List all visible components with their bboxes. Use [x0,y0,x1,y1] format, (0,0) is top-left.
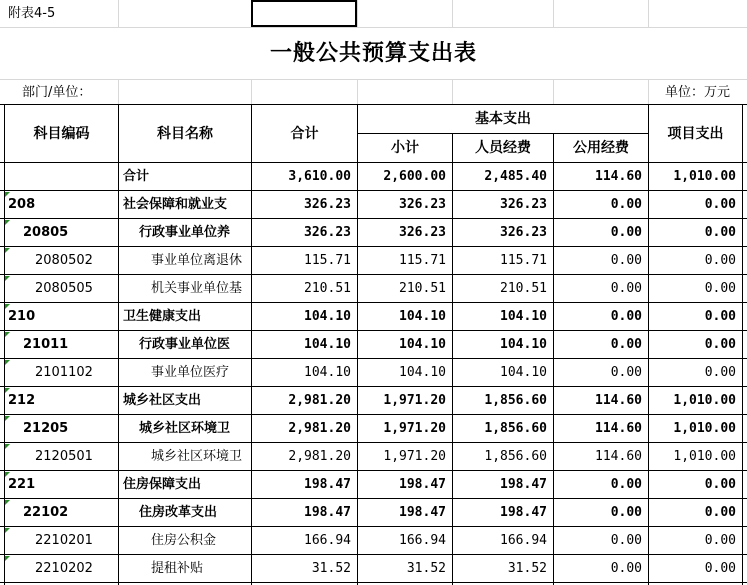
cell-public[interactable]: 0.00 [610,561,642,576]
cell-indicator-icon [5,472,10,477]
cell-personnel[interactable]: 198.47 [500,477,547,492]
cell-code[interactable]: 20805 [23,225,69,240]
header-code: 科目编码 [33,125,90,142]
header-name: 科目名称 [157,125,213,142]
sheet-title: 一般公共预算支出表 [269,40,477,66]
cell-code[interactable]: 22102 [23,505,69,520]
cell-total[interactable]: 210.51 [304,281,351,296]
cell-indicator-icon [5,248,10,253]
cell-name[interactable]: 卫生健康支出 [123,309,202,324]
cell-code[interactable]: 210 [8,309,36,324]
cell-personnel[interactable]: 1,856.60 [484,393,547,408]
cell-personnel[interactable]: 104.10 [500,337,547,352]
cell-personnel[interactable]: 1,856.60 [484,421,547,436]
cell-subtotal[interactable]: 1,971.20 [383,393,446,408]
cell-public[interactable]: 0.00 [610,309,642,324]
cell-public[interactable]: 0.00 [610,505,642,520]
cell-subtotal[interactable]: 115.71 [399,253,446,268]
cell-indicator-icon [5,444,10,449]
cell-code[interactable]: 2080505 [35,281,93,296]
cell-subtotal[interactable]: 166.94 [399,533,446,548]
cell-public[interactable]: 114.60 [595,393,642,408]
cell-indicator-icon [5,500,10,505]
cell-project[interactable]: 0.00 [704,225,736,240]
header-public: 公用经费 [573,140,629,156]
cell-total[interactable]: 115.71 [304,253,351,268]
cell-indicator-icon [5,192,10,197]
cell-name[interactable]: 机关事业单位基 [151,281,243,296]
cell-total[interactable]: 31.52 [311,561,351,576]
cell-project[interactable]: 0.00 [704,197,736,212]
cell-name[interactable]: 行政事业单位养 [139,225,231,240]
cell-name[interactable]: 城乡社区支出 [123,393,202,408]
dept-label: 部门/单位： [22,84,92,100]
cell-personnel[interactable]: 166.94 [500,533,547,548]
cell-total[interactable]: 104.10 [304,337,351,352]
unit-label: 单位：万元 [664,84,730,100]
cell-public[interactable]: 0.00 [610,225,642,240]
header-project: 项目支出 [667,125,724,142]
cell-subtotal[interactable]: 1,971.20 [383,449,446,464]
cell-subtotal[interactable]: 198.47 [399,477,446,492]
cell-project[interactable]: 0.00 [704,337,736,352]
cell-personnel[interactable]: 326.23 [500,197,547,212]
cell-code[interactable]: 2080502 [35,253,93,268]
cell-code[interactable]: 21205 [23,421,69,436]
cell-project[interactable]: 0.00 [704,505,736,520]
cell-name[interactable]: 合计 [123,169,150,184]
cell-indicator-icon [5,556,10,561]
cell-personnel[interactable]: 198.47 [500,505,547,520]
attachment-label: 附表4-5 [8,6,56,21]
cell-code[interactable]: 221 [8,477,36,492]
cell-personnel[interactable]: 210.51 [500,281,547,296]
cell-indicator-icon [5,360,10,365]
cell-name[interactable]: 城乡社区环境卫 [139,421,231,436]
cell-personnel[interactable]: 31.52 [507,561,547,576]
cell-subtotal[interactable]: 104.10 [399,365,446,380]
cell-project[interactable]: 0.00 [704,561,736,576]
cell-personnel[interactable]: 104.10 [500,309,547,324]
cell-total[interactable]: 198.47 [304,505,351,520]
cell-project[interactable]: 1,010.00 [673,169,736,184]
cell-project[interactable]: 0.00 [704,309,736,324]
cell-subtotal[interactable]: 104.10 [399,309,446,324]
cell-code[interactable]: 208 [8,197,36,212]
cell-total[interactable]: 3,610.00 [288,169,351,184]
cell-public[interactable]: 114.60 [595,169,642,184]
cell-subtotal[interactable]: 210.51 [399,281,446,296]
cell-indicator-icon [5,388,10,393]
cell-public[interactable]: 0.00 [610,365,642,380]
cell-total[interactable]: 104.10 [304,309,351,324]
cell-name[interactable]: 事业单位医疗 [151,365,230,380]
cell-project[interactable]: 0.00 [704,281,736,296]
cell-name[interactable]: 提租补贴 [151,561,204,576]
cell-name[interactable]: 住房改革支出 [139,505,218,520]
cell-public[interactable]: 0.00 [610,533,642,548]
cell-subtotal[interactable]: 326.23 [399,197,446,212]
selected-cell[interactable] [251,0,357,27]
cell-personnel[interactable]: 1,856.60 [484,449,547,464]
cell-total[interactable]: 166.94 [304,533,351,548]
cell-indicator-icon [5,528,10,533]
header-total: 合计 [290,125,319,142]
cell-project[interactable]: 0.00 [704,253,736,268]
cell-public[interactable]: 0.00 [610,197,642,212]
header-subtotal: 小计 [391,140,419,156]
cell-name[interactable]: 事业单位离退休 [151,253,243,268]
cell-subtotal[interactable]: 1,971.20 [383,421,446,436]
cell-code[interactable]: 2120501 [35,449,93,464]
cell-code[interactable]: 212 [8,393,36,408]
cell-code[interactable]: 2210201 [35,533,93,548]
cell-project[interactable]: 0.00 [704,533,736,548]
cell-public[interactable]: 114.60 [595,449,642,464]
cell-total[interactable]: 2,981.20 [288,421,351,436]
cell-project[interactable]: 0.00 [704,477,736,492]
cell-subtotal[interactable]: 31.52 [406,561,446,576]
cell-public[interactable]: 0.00 [610,477,642,492]
cell-indicator-icon [5,276,10,281]
cell-code[interactable]: 2101102 [35,365,93,380]
cell-name[interactable]: 住房保障支出 [123,477,202,492]
cell-code[interactable]: 21011 [23,337,69,352]
cell-total[interactable]: 326.23 [304,225,351,240]
cell-total[interactable]: 2,981.20 [288,449,351,464]
cell-public[interactable]: 0.00 [610,253,642,268]
cell-indicator-icon [5,304,10,309]
cell-project[interactable]: 1,010.00 [673,421,736,436]
cell-public[interactable]: 0.00 [610,281,642,296]
cell-total[interactable]: 326.23 [304,197,351,212]
cell-indicator-icon [5,416,10,421]
cell-personnel[interactable]: 326.23 [500,225,547,240]
cell-indicator-icon [5,332,10,337]
header-personnel: 人员经费 [475,140,531,156]
cell-total[interactable]: 2,981.20 [288,393,351,408]
cell-project[interactable]: 1,010.00 [673,449,736,464]
cell-name[interactable]: 行政事业单位医 [139,337,231,352]
cell-subtotal[interactable]: 2,600.00 [383,169,446,184]
cell-public[interactable]: 114.60 [595,421,642,436]
cell-project[interactable]: 1,010.00 [673,393,736,408]
cell-name[interactable]: 住房公积金 [151,533,217,548]
cell-personnel[interactable]: 115.71 [500,253,547,268]
cell-name[interactable]: 城乡社区环境卫 [151,449,243,464]
cell-code[interactable]: 2210202 [35,561,93,576]
cell-indicator-icon [5,220,10,225]
cell-public[interactable]: 0.00 [610,337,642,352]
cell-total[interactable]: 198.47 [304,477,351,492]
cell-name[interactable]: 社会保障和就业支 [123,197,228,212]
cell-code[interactable] [5,163,118,190]
cell-personnel[interactable]: 104.10 [500,365,547,380]
cell-subtotal[interactable]: 198.47 [399,505,446,520]
cell-subtotal[interactable]: 326.23 [399,225,446,240]
cell-personnel[interactable]: 2,485.40 [484,169,547,184]
cell-project[interactable]: 0.00 [704,365,736,380]
header-basic: 基本支出 [475,111,531,127]
cell-total[interactable]: 104.10 [304,365,351,380]
cell-subtotal[interactable]: 104.10 [399,337,446,352]
